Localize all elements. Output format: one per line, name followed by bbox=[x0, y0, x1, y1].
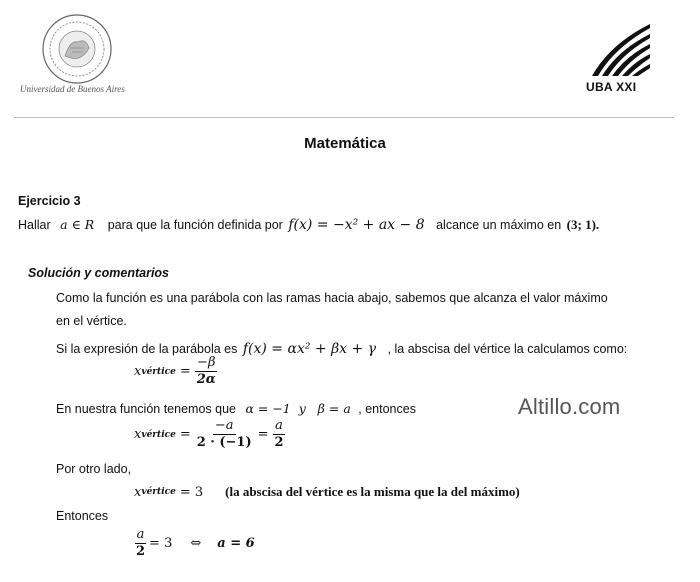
header-divider bbox=[14, 117, 674, 118]
solution-p1-line2: en el vértice. bbox=[56, 314, 127, 328]
eq2-denominator-1: 2 · (−1) bbox=[196, 435, 252, 450]
eq2-fraction-1 bbox=[195, 419, 254, 450]
eq2-denominator-2: 2 bbox=[274, 435, 284, 450]
page-title: Matemática bbox=[304, 135, 386, 152]
eq2-x: x bbox=[134, 427, 142, 442]
solution-p5: Entonces bbox=[56, 509, 109, 523]
eq3-subscript: vértice bbox=[141, 487, 176, 497]
equation-final bbox=[134, 528, 255, 559]
solution-heading: Solución y comentarios bbox=[28, 266, 170, 280]
solution-p2 bbox=[56, 341, 627, 357]
eq4-denominator: 2 bbox=[136, 544, 146, 559]
eq1-numerator: −β bbox=[197, 355, 216, 370]
solution-p4: Por otro lado, bbox=[56, 462, 132, 476]
exercise-prompt bbox=[18, 217, 599, 233]
eq2-numerator-2: a bbox=[275, 418, 283, 433]
equation-vertex-formula: x vértice = $\frac{-\beta}{2\alpha}$ bbox=[134, 355, 216, 387]
eq3-note: (la abscisa del vértice es la misma que la del máximo) bbox=[225, 484, 520, 499]
eq4-numerator: a bbox=[136, 527, 145, 542]
solution-p1-line1: Como la función es una parábola con las ramas hacia abajo, sabemos que alcanza el valor máximo bbox=[56, 291, 608, 305]
equation-vertex-substitution: x vértice = $\frac{-a}{2 \cdot (-1)}$ = $\frac{a}{2}$ bbox=[134, 418, 284, 450]
p3-end: , entonces bbox=[358, 402, 416, 416]
eq1-denominator: 2α bbox=[196, 372, 216, 387]
eq1-subscript: vértice bbox=[141, 366, 176, 377]
uba-logo-text: UBA XXI bbox=[586, 80, 637, 94]
iff-icon: ⇔ bbox=[190, 536, 202, 551]
p2-general-parabola: f(x) = αx² + βx + γ bbox=[242, 341, 377, 357]
p3-start: En nuestra función tenemos que bbox=[56, 402, 236, 416]
prompt-a-in-r: a ∈ R bbox=[60, 217, 95, 232]
eq1-x: x bbox=[134, 364, 142, 379]
eq1-fraction bbox=[195, 356, 218, 387]
p2-end: , la abscisa del vértice la calculamos como: bbox=[387, 342, 628, 356]
eq4-fraction bbox=[134, 528, 147, 559]
eq4-equals-three: = 3 bbox=[149, 536, 173, 551]
prompt-mid2: alcance un máximo en bbox=[436, 218, 562, 232]
p3-values: α = −1 y β = a bbox=[245, 401, 351, 416]
prompt-start: Hallar bbox=[18, 218, 51, 232]
prompt-function: f(x) = −x² + ax − 8 bbox=[288, 217, 425, 233]
university-seal bbox=[40, 12, 114, 91]
eq2-numerator-1: −a bbox=[214, 418, 234, 433]
prompt-mid: para que la función definida por bbox=[107, 218, 283, 232]
eq3-x: x bbox=[134, 484, 142, 500]
seal-caption: Universidad de Buenos Aires bbox=[20, 84, 125, 94]
exercise-label: Ejercicio 3 bbox=[18, 194, 81, 208]
eq2-fraction-2 bbox=[273, 419, 286, 450]
equation-vertex-value bbox=[134, 484, 520, 500]
eq2-subscript: vértice bbox=[141, 429, 176, 440]
watermark: Altillo.com bbox=[518, 394, 621, 419]
prompt-point: (3; 1). bbox=[566, 217, 600, 232]
solution-p3 bbox=[56, 401, 416, 416]
eq4-result: a = 6 bbox=[217, 536, 255, 551]
eq3-rhs: = 3 bbox=[179, 484, 204, 500]
uba-logo-icon bbox=[588, 22, 652, 83]
p2-start: Si la expresión de la parábola es bbox=[56, 342, 238, 356]
